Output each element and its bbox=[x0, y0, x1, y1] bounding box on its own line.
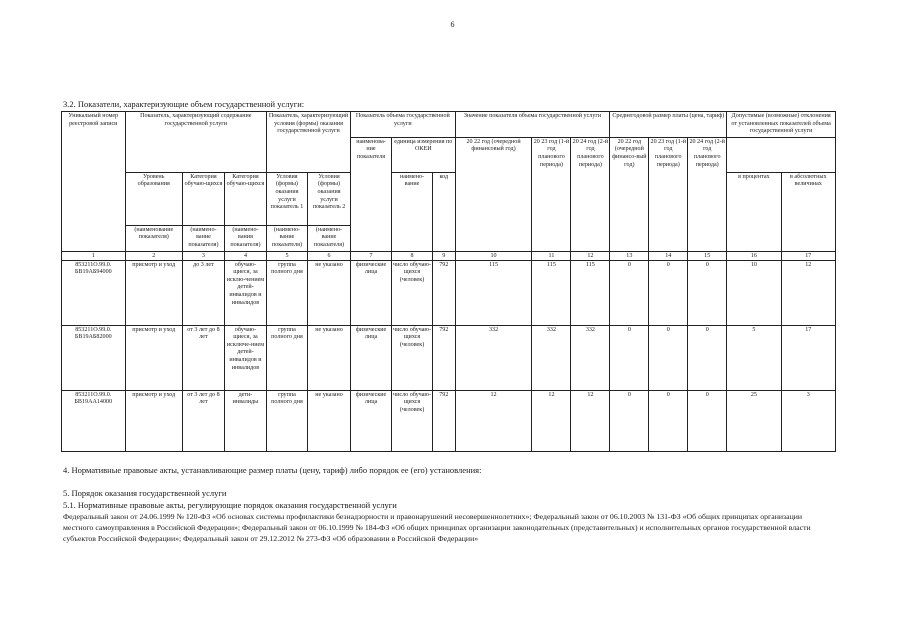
header-sub-c1: Уровень образования bbox=[125, 172, 182, 225]
header-name-f2: (наимено-вание показателя) bbox=[307, 225, 350, 251]
cell-d1: 25 bbox=[727, 390, 781, 451]
header-value-y3: 20 24 год (2-й год планового периода) bbox=[571, 137, 610, 251]
col-number: 4 bbox=[224, 251, 266, 260]
cell-v2: 332 bbox=[532, 325, 571, 390]
cell-code: 792 bbox=[433, 325, 456, 390]
cell-d2: 17 bbox=[781, 325, 835, 390]
cell-d1: 5 bbox=[727, 325, 781, 390]
cell-p3: 0 bbox=[688, 325, 727, 390]
cell-c3: обучаю-щиеся, за исключе-нием детей-инвалидов и инвалидов bbox=[224, 325, 266, 390]
cell-unit: число обучаю-щихся (человек) bbox=[392, 260, 433, 325]
cell-p2: 0 bbox=[649, 260, 688, 325]
cell-name: физические лица bbox=[351, 260, 392, 325]
col-number: 5 bbox=[266, 251, 307, 260]
cell-p2: 0 bbox=[649, 325, 688, 390]
cell-reg-no: 853211О.99.0. БВ19АБ82000 bbox=[62, 325, 126, 390]
cell-p3: 0 bbox=[688, 260, 727, 325]
cell-p1: 0 bbox=[610, 390, 649, 451]
header-sub-c2: Категория обучаю-щихся bbox=[182, 172, 224, 225]
cell-v3: 12 bbox=[571, 390, 610, 451]
header-vol-unit: единица измерения по ОКЕИ bbox=[392, 137, 456, 172]
header-sub-f2: Условия (формы) оказания услуги показатель 2 bbox=[307, 172, 350, 225]
col-number: 2 bbox=[125, 251, 182, 260]
table-row bbox=[62, 260, 836, 325]
table-row bbox=[62, 390, 836, 451]
cell-v1: 12 bbox=[455, 390, 532, 451]
header-name-c1: (наименование показателя) bbox=[125, 225, 182, 251]
cell-v3: 115 bbox=[571, 260, 610, 325]
header-content-blank bbox=[125, 137, 266, 172]
cell-reg-no: 853211О.99.0. БВ19АБ94000 bbox=[62, 260, 126, 325]
cell-f2: не указано bbox=[307, 390, 350, 451]
laws-paragraph: Федеральный закон от 24.06.1999 № 120-ФЗ «Об основах системы профилактики безнадзорности и правонарушений несовершеннолетних»; Федеральный закон от 06.10.2003 № 131-ФЗ «Об общих принципах организации местного самоуправления в Российской Федерации»; Федеральный закон от 06.10.1999 № 184-ФЗ «Об общих принципах организации законодательных (представительных) и исполнительных органов государственной власти субъектов Российской Федерации»; Федеральный закон от 29.12.2012 № 273-ФЗ «Об образовании в Российской Федерации» bbox=[63, 512, 811, 543]
cell-p3: 0 bbox=[688, 390, 727, 451]
cell-c1: присмотр и уход bbox=[125, 390, 182, 451]
cell-d2: 3 bbox=[781, 390, 835, 451]
header-vol-name: наименова-ние показателя bbox=[351, 137, 392, 251]
col-number: 9 bbox=[433, 251, 456, 260]
cell-unit: число обучаю-щихся (человек) bbox=[392, 390, 433, 451]
cell-name: физические лица bbox=[351, 325, 392, 390]
cell-unit: число обучаю-щихся (человек) bbox=[392, 325, 433, 390]
header-volume: Показатель объема государственной услуги bbox=[351, 112, 456, 138]
header-dev-pct: в процентах bbox=[727, 172, 781, 251]
col-number: 3 bbox=[182, 251, 224, 260]
cell-f2: не указано bbox=[307, 325, 350, 390]
section-5-heading: 5. Порядок оказания государственной услуги bbox=[63, 488, 227, 498]
cell-v2: 12 bbox=[532, 390, 571, 451]
section-title: 3.2. Показатели, характеризующие объем государственной услуги: bbox=[63, 99, 305, 109]
col-number: 16 bbox=[727, 251, 781, 260]
header-unit-code: код bbox=[433, 172, 456, 251]
header-sub-c3: Категория обучаю-щихся bbox=[224, 172, 266, 225]
page-number: 6 bbox=[450, 20, 455, 29]
cell-v3: 332 bbox=[571, 325, 610, 390]
header-fee-y1: 20 22 год (очередной финансо-вый год) bbox=[610, 137, 649, 251]
cell-code: 792 bbox=[433, 390, 456, 451]
header-fee: Среднегодовой размер платы (цена, тариф) bbox=[610, 112, 727, 138]
volume-indicators-table bbox=[61, 111, 836, 452]
col-number: 17 bbox=[781, 251, 835, 260]
cell-c2: от 3 лет до 8 лет bbox=[182, 325, 224, 390]
cell-f1: группа полного дня bbox=[266, 260, 307, 325]
col-number: 7 bbox=[351, 251, 392, 260]
cell-f1: группа полного дня bbox=[266, 390, 307, 451]
header-name-f1: (наимено-вание показателя) bbox=[266, 225, 307, 251]
header-deviations: Допустимые (возможные) отклонения от установленных показателей объема государственной услуги bbox=[727, 112, 836, 138]
cell-v1: 115 bbox=[455, 260, 532, 325]
cell-c2: от 3 лет до 8 лет bbox=[182, 390, 224, 451]
table-row bbox=[62, 325, 836, 390]
col-number: 14 bbox=[649, 251, 688, 260]
col-number: 12 bbox=[571, 251, 610, 260]
cell-v2: 115 bbox=[532, 260, 571, 325]
header-fee-y3: 20 24 год (2-й год планового периода) bbox=[688, 137, 727, 251]
header-unit-name: наимено-вание bbox=[392, 172, 433, 251]
cell-d2: 12 bbox=[781, 260, 835, 325]
section-5-1-heading: 5.1. Нормативные правовые акты, регулирующие порядок оказания государственной услуги bbox=[63, 500, 397, 510]
cell-d1: 10 bbox=[727, 260, 781, 325]
col-number: 1 bbox=[62, 251, 126, 260]
col-number: 8 bbox=[392, 251, 433, 260]
header-dev-abs: в абсолютных величинах bbox=[781, 172, 835, 251]
col-number: 15 bbox=[688, 251, 727, 260]
header-row-1 bbox=[62, 112, 836, 138]
header-name-c2: (наимено-вание показателя) bbox=[182, 225, 224, 251]
cell-p1: 0 bbox=[610, 325, 649, 390]
cell-name: физические лица bbox=[351, 390, 392, 451]
cell-c1: присмотр и уход bbox=[125, 260, 182, 325]
col-number: 10 bbox=[455, 251, 532, 260]
col-number: 11 bbox=[532, 251, 571, 260]
cell-c3: дети-инвалиды bbox=[224, 390, 266, 451]
cell-f1: группа полного дня bbox=[266, 325, 307, 390]
header-value: Значение показателя объема государственной услуги bbox=[455, 112, 610, 138]
column-number-row bbox=[62, 251, 836, 260]
col-number: 6 bbox=[307, 251, 350, 260]
col-number: 13 bbox=[610, 251, 649, 260]
header-value-y1: 20 22 год (очередной финансовый год) bbox=[455, 137, 532, 251]
header-row-2 bbox=[62, 137, 836, 172]
section-4-heading: 4. Нормативные правовые акты, устанавливающие размер платы (цену, тариф) либо порядок ее (его) установления: bbox=[63, 465, 482, 475]
cell-reg-no: 853211О.99.0. БВ19АА14000 bbox=[62, 390, 126, 451]
cell-p2: 0 bbox=[649, 390, 688, 451]
header-fee-y2: 20 23 год (1-й год планового периода) bbox=[649, 137, 688, 251]
cell-code: 792 bbox=[433, 260, 456, 325]
cell-v1: 332 bbox=[455, 325, 532, 390]
cell-p1: 0 bbox=[610, 260, 649, 325]
cell-c3: обучаю-щиеся, за исклю-чением детей-инвалидов и инвалидов bbox=[224, 260, 266, 325]
cell-f2: не указано bbox=[307, 260, 350, 325]
cell-c2: до 3 лет bbox=[182, 260, 224, 325]
header-content: Показатель, характеризующий содержание государственной услуги bbox=[125, 112, 266, 138]
header-deviations-blank bbox=[727, 137, 836, 172]
header-conditions: Показатель, характеризующий условия (формы) оказания государственной услуги bbox=[266, 112, 350, 173]
header-value-y2: 20 23 год (1-й год планового периода) bbox=[532, 137, 571, 251]
header-name-c3: (наимено-вания показателя) bbox=[224, 225, 266, 251]
header-reg-no: Уникальный номер реестровой записи bbox=[62, 112, 126, 252]
header-sub-f1: Условия (формы) оказания услуги показатель 1 bbox=[266, 172, 307, 225]
cell-c1: присмотр и уход bbox=[125, 325, 182, 390]
